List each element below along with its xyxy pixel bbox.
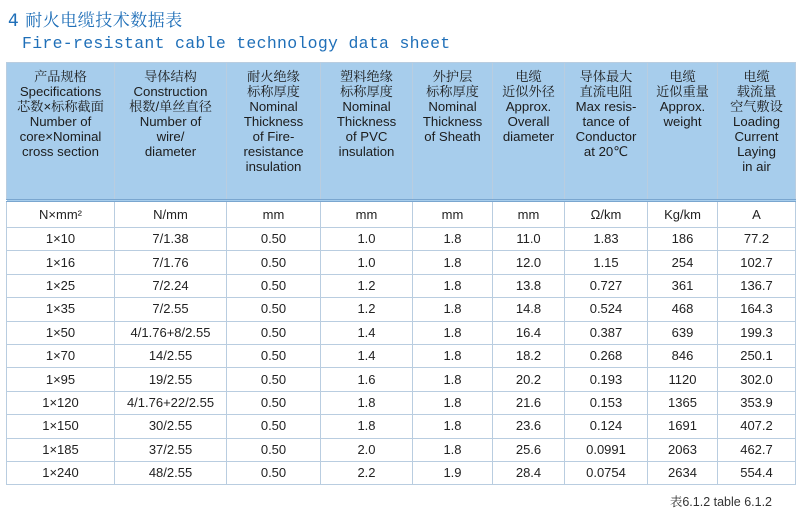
column-header-line: at 20℃ (583, 144, 629, 159)
table-cell: 0.0991 (565, 438, 648, 461)
table-cell: 7/1.38 (115, 228, 227, 251)
table-cell: 1.15 (565, 251, 648, 274)
table-cell: 1.8 (413, 391, 493, 414)
table-cell: 462.7 (718, 438, 796, 461)
column-header-line: of Fire- (252, 129, 295, 144)
column-header (7, 63, 115, 201)
table-cell: 7/1.76 (115, 251, 227, 274)
table-cell: 14/2.55 (115, 344, 227, 367)
table-cell: 102.7 (718, 251, 796, 274)
table-cell: 48/2.55 (115, 461, 227, 484)
column-header-line: 电缆 (669, 69, 696, 84)
table-cell: 250.1 (718, 344, 796, 367)
column-header-line: 标称厚度 (340, 84, 393, 99)
table-cell: 0.50 (227, 228, 321, 251)
table-cell: 1365 (648, 391, 718, 414)
table-cell: 1×150 (7, 415, 115, 438)
column-header-line: 耐火绝缘 (247, 69, 300, 84)
table-cell: 1.8 (413, 274, 493, 297)
column-header-line: diameter (144, 144, 197, 159)
table-cell: 468 (648, 298, 718, 321)
table-cell: 164.3 (718, 298, 796, 321)
column-header-line: 空气敷设 (730, 99, 783, 114)
table-cell: 37/2.55 (115, 438, 227, 461)
column-header-line: insulation (245, 159, 302, 174)
table-cell: 1.8 (413, 228, 493, 251)
table-cell: 1×50 (7, 321, 115, 344)
table-cell: 2.2 (321, 461, 413, 484)
table-cell: 1.8 (413, 344, 493, 367)
unit-cell: mm (413, 201, 493, 228)
table-cell: 1.8 (413, 321, 493, 344)
table-cell: 11.0 (493, 228, 565, 251)
table-cell: 1.2 (321, 298, 413, 321)
column-header-line: Nominal (249, 99, 298, 114)
column-header-line: 标称厚度 (426, 84, 479, 99)
column-header-line: weight (663, 114, 702, 129)
table-cell: 1120 (648, 368, 718, 391)
column-header-line: 外护层 (432, 69, 473, 84)
table-cell: 407.2 (718, 415, 796, 438)
column-header-line: 塑料绝缘 (340, 69, 393, 84)
table-cell: 19/2.55 (115, 368, 227, 391)
table-cell: 1691 (648, 415, 718, 438)
unit-cell: N/mm (115, 201, 227, 228)
table-cell: 1.6 (321, 368, 413, 391)
table-cell: 1.8 (413, 438, 493, 461)
table-cell: 21.6 (493, 391, 565, 414)
column-header-line: 载流量 (736, 84, 777, 99)
column-header-line: Current (734, 129, 779, 144)
table-cell: 1.0 (321, 228, 413, 251)
table-cell: 20.2 (493, 368, 565, 391)
column-header-line: Approx. (659, 99, 706, 114)
unit-cell: Ω/km (565, 201, 648, 228)
column-header-line: of Sheath (424, 129, 481, 144)
table-cell: 7/2.24 (115, 274, 227, 297)
table-cell: 0.50 (227, 344, 321, 367)
table-cell: 0.524 (565, 298, 648, 321)
table-row (7, 298, 796, 321)
table-cell: 1.8 (413, 251, 493, 274)
table-cell: 0.50 (227, 251, 321, 274)
column-header-line: Laying (737, 144, 776, 159)
table-header (7, 63, 796, 201)
column-header (493, 63, 565, 201)
column-header (115, 63, 227, 201)
table-cell: 302.0 (718, 368, 796, 391)
column-header-line: core×Nominal (19, 129, 102, 144)
table-row (7, 274, 796, 297)
table-cell: 1×10 (7, 228, 115, 251)
unit-cell: A (718, 201, 796, 228)
column-header-line: 直流电阻 (579, 84, 633, 99)
table-cell: 4/1.76+22/2.55 (115, 391, 227, 414)
column-header-line: Overall (507, 114, 550, 129)
column-header (227, 63, 321, 201)
table-cell: 353.9 (718, 391, 796, 414)
column-header-line: 近似外径 (502, 84, 555, 99)
header-row (7, 63, 796, 201)
table-cell: 0.50 (227, 461, 321, 484)
column-header-line: 产品规格 (34, 69, 87, 84)
table-cell: 2.0 (321, 438, 413, 461)
table-cell: 0.50 (227, 368, 321, 391)
table-cell: 199.3 (718, 321, 796, 344)
column-header-line: 标称厚度 (247, 84, 300, 99)
table-cell: 0.50 (227, 321, 321, 344)
table-cell: 30/2.55 (115, 415, 227, 438)
table-cell: 2063 (648, 438, 718, 461)
column-header-line: cross section (22, 144, 99, 159)
table-cell: 1×35 (7, 298, 115, 321)
table-caption: 表6.1.2 table 6.1.2 (669, 495, 772, 509)
column-header-line: 近似重量 (656, 84, 709, 99)
table-cell: 1.4 (321, 344, 413, 367)
table-cell: 1×25 (7, 274, 115, 297)
table-cell: 0.727 (565, 274, 648, 297)
table-row (7, 368, 796, 391)
unit-cell: mm (321, 201, 413, 228)
column-header-line: Conductor (575, 129, 637, 144)
table-row (7, 251, 796, 274)
unit-cell: mm (493, 201, 565, 228)
table-cell: 0.268 (565, 344, 648, 367)
table-cell: 2634 (648, 461, 718, 484)
table-cell: 77.2 (718, 228, 796, 251)
column-header-line: 电缆 (515, 69, 542, 84)
table-cell: 846 (648, 344, 718, 367)
column-header-line: Thickness (243, 114, 304, 129)
table-cell: 1.8 (321, 391, 413, 414)
table-cell: 361 (648, 274, 718, 297)
column-header (718, 63, 796, 201)
column-header-line: tance of (582, 114, 630, 129)
table-cell: 1.8 (413, 368, 493, 391)
column-header-line: Number of (29, 114, 92, 129)
table-cell: 1×70 (7, 344, 115, 367)
column-header (648, 63, 718, 201)
table-row (7, 438, 796, 461)
column-header-line: diameter (502, 129, 555, 144)
table-cell: 1.8 (413, 298, 493, 321)
table-cell: 1.83 (565, 228, 648, 251)
table-cell: 1.8 (413, 415, 493, 438)
table-cell: 639 (648, 321, 718, 344)
unit-cell: Kg/km (648, 201, 718, 228)
table-cell: 186 (648, 228, 718, 251)
table-cell: 136.7 (718, 274, 796, 297)
column-header-line: Approx. (505, 99, 552, 114)
table-cell: 25.6 (493, 438, 565, 461)
table-cell: 1.4 (321, 321, 413, 344)
column-header-line: Nominal (428, 99, 477, 114)
table-row (7, 321, 796, 344)
table-cell: 0.50 (227, 415, 321, 438)
table-cell: 1×240 (7, 461, 115, 484)
unit-cell: N×mm² (7, 201, 115, 228)
page-title-chinese: 4 耐火电缆技术数据表 (8, 11, 183, 31)
table-cell: 1.9 (413, 461, 493, 484)
table-cell: 18.2 (493, 344, 565, 367)
cable-data-table (6, 62, 796, 485)
table-cell: 0.50 (227, 438, 321, 461)
table-row (7, 344, 796, 367)
column-header-line: Number of (139, 114, 202, 129)
column-header-line: 导体最大 (579, 69, 633, 84)
column-header-line: Max resis- (575, 99, 637, 114)
table-cell: 23.6 (493, 415, 565, 438)
table-cell: 0.153 (565, 391, 648, 414)
table-row (7, 228, 796, 251)
column-header-line: Loading (733, 114, 780, 129)
column-header-line: resistance (243, 144, 304, 159)
column-header-line: insulation (338, 144, 395, 159)
table-cell: 254 (648, 251, 718, 274)
column-header-line: in air (742, 159, 771, 174)
column-header-line: 芯数×标称截面 (17, 99, 104, 114)
table-cell: 0.50 (227, 274, 321, 297)
table-cell: 7/2.55 (115, 298, 227, 321)
table-row (7, 391, 796, 414)
table-cell: 554.4 (718, 461, 796, 484)
table-cell: 0.124 (565, 415, 648, 438)
table-cell: 0.50 (227, 298, 321, 321)
table-cell: 1.8 (321, 415, 413, 438)
table-cell: 1×16 (7, 251, 115, 274)
column-header-line: wire/ (156, 129, 185, 144)
table-cell: 0.0754 (565, 461, 648, 484)
table-body (7, 201, 796, 485)
table-cell: 14.8 (493, 298, 565, 321)
column-header-line: Construction (133, 84, 208, 99)
column-header-line: Thickness (422, 114, 483, 129)
column-header-line: Nominal (342, 99, 391, 114)
column-header-line: 电缆 (743, 69, 770, 84)
table-cell: 1×185 (7, 438, 115, 461)
column-header-line: 根数/单丝直径 (129, 99, 212, 114)
column-header-line: of PVC (345, 129, 388, 144)
column-header-line: Specifications (19, 84, 102, 99)
table-cell: 4/1.76+8/2.55 (115, 321, 227, 344)
column-header (565, 63, 648, 201)
table-cell: 16.4 (493, 321, 565, 344)
table-cell: 1×120 (7, 391, 115, 414)
table-cell: 12.0 (493, 251, 565, 274)
table-cell: 1.2 (321, 274, 413, 297)
table-cell: 28.4 (493, 461, 565, 484)
column-header (413, 63, 493, 201)
table-cell: 13.8 (493, 274, 565, 297)
table-cell: 1×95 (7, 368, 115, 391)
column-header (321, 63, 413, 201)
units-row (7, 201, 796, 228)
column-header-line: Thickness (336, 114, 397, 129)
table-cell: 0.193 (565, 368, 648, 391)
table-row (7, 461, 796, 484)
table-cell: 0.50 (227, 391, 321, 414)
table-cell: 1.0 (321, 251, 413, 274)
page-title-english: Fire-resistant cable technology data sheet (22, 34, 451, 53)
column-header-line: 导体结构 (144, 69, 197, 84)
table-row (7, 415, 796, 438)
unit-cell: mm (227, 201, 321, 228)
table-cell: 0.387 (565, 321, 648, 344)
